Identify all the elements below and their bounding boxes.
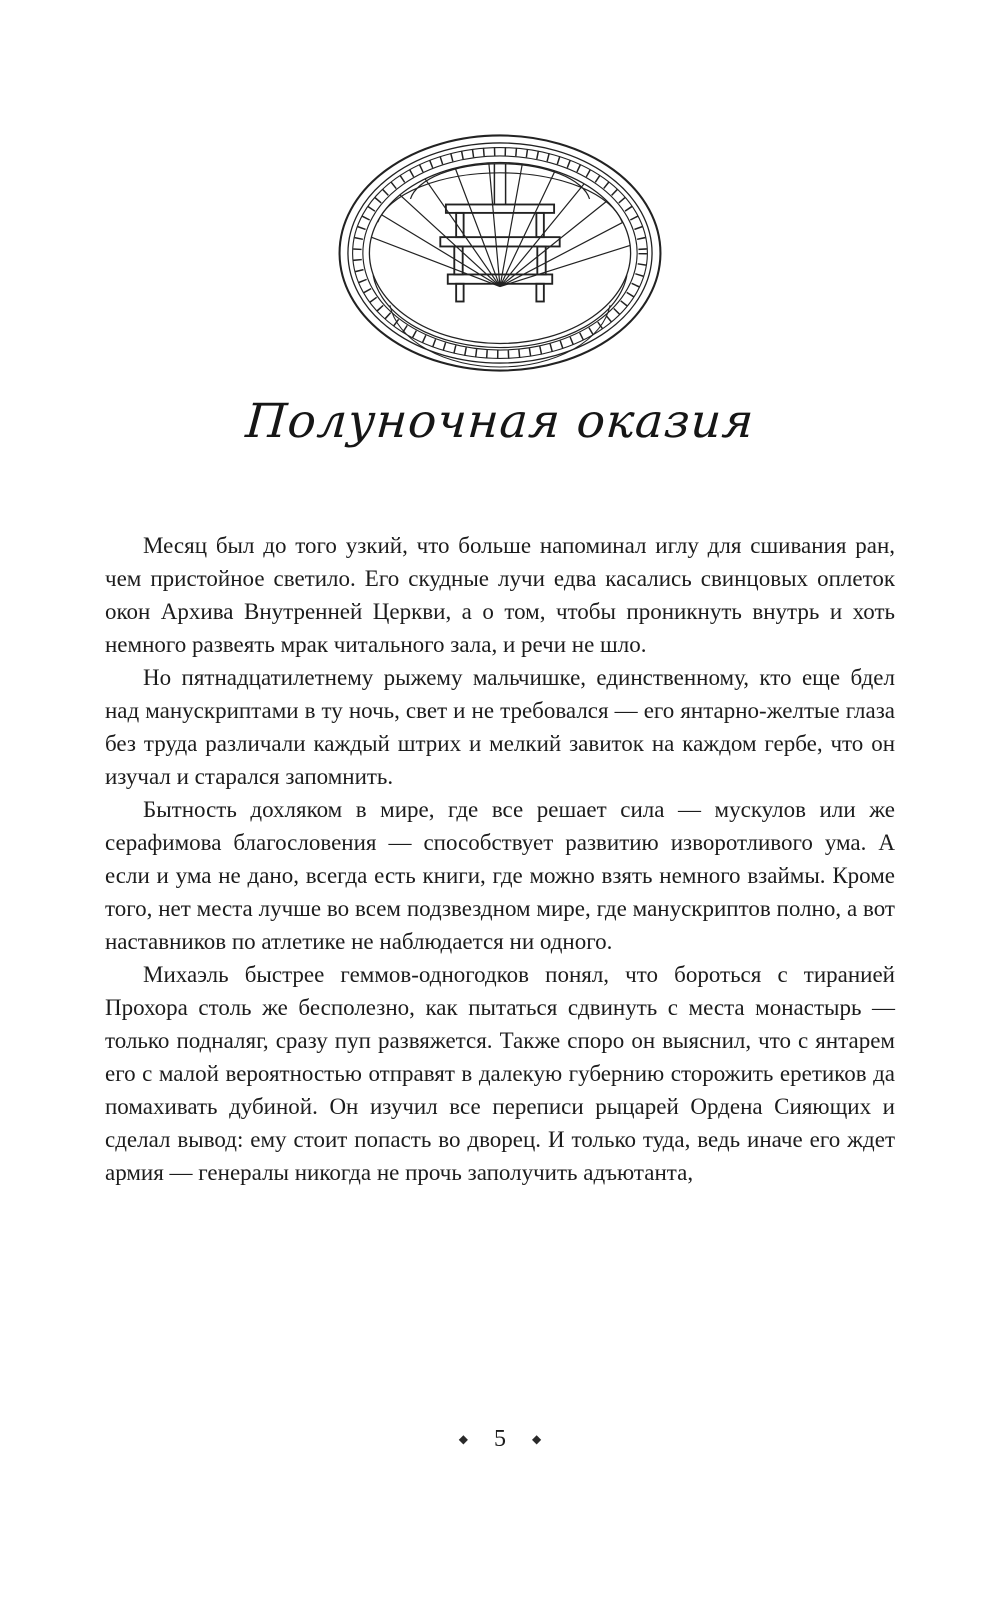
paragraph-3: Бытность дохляком в мире, где все решает сила — мускулов или же серафимова благословения — способствует развитию изворотливого ума. А если и ума не дано, всегда есть книги, где можно взять немного взаймы. Кроме того, нет места лучше во всем подзвездном мире, где манускриптов полно, а вот наставников по атлетике не наблюдается ни одного. xyxy=(105,797,895,954)
diamond-icon: ◆ xyxy=(532,1432,542,1446)
page-footer xyxy=(0,1426,1000,1453)
paragraph-2: Но пятнадцатилетнему рыжему мальчишке, единственному, кто еще бдел над манускриптами в ту ночь, свет и не требовался — его янтарно-желтые глаза без труда различали каждый штрих и мелкий завиток на каждом гербе, что он изучал и старался запомнить. xyxy=(105,665,895,789)
dome-illustration xyxy=(330,128,670,378)
chapter-title: Полуночная оказия xyxy=(243,394,757,449)
page-number: 5 xyxy=(494,1426,506,1452)
paragraph-4: Михаэль быстрее геммов-одногодков понял, что бороться с тиранией Прохора столь же бесполезно, как пытаться сдвинуть с места монастырь — только подналяг, сразу пуп развяжется. Также споро он выяснил, что с янтарем его с малой вероятностью отправят в далекую губернию сторожить еретиков да помахивать дубиной. Он изучил все переписи рыцарей Ордена Сияющих и сделал вывод: ему стоит попасть во дворец. И только туда, ведь иначе его ждет армия — генералы никогда не прочь заполучить адъютанта, xyxy=(105,962,895,1185)
diamond-icon: ◆ xyxy=(458,1432,468,1446)
dome-illustration-svg xyxy=(332,128,668,378)
paragraph-1: Месяц был до того узкий, что больше напоминал иглу для сшивания ран, чем пристойное светило. Его скудные лучи едва касались свинцовых оплеток окон Архива Внутренней Церкви, а о том, чтобы проникнуть внутрь и хоть немного развеять мрак читального зала, и речи не шло. xyxy=(105,533,895,657)
body-text xyxy=(105,529,895,1189)
